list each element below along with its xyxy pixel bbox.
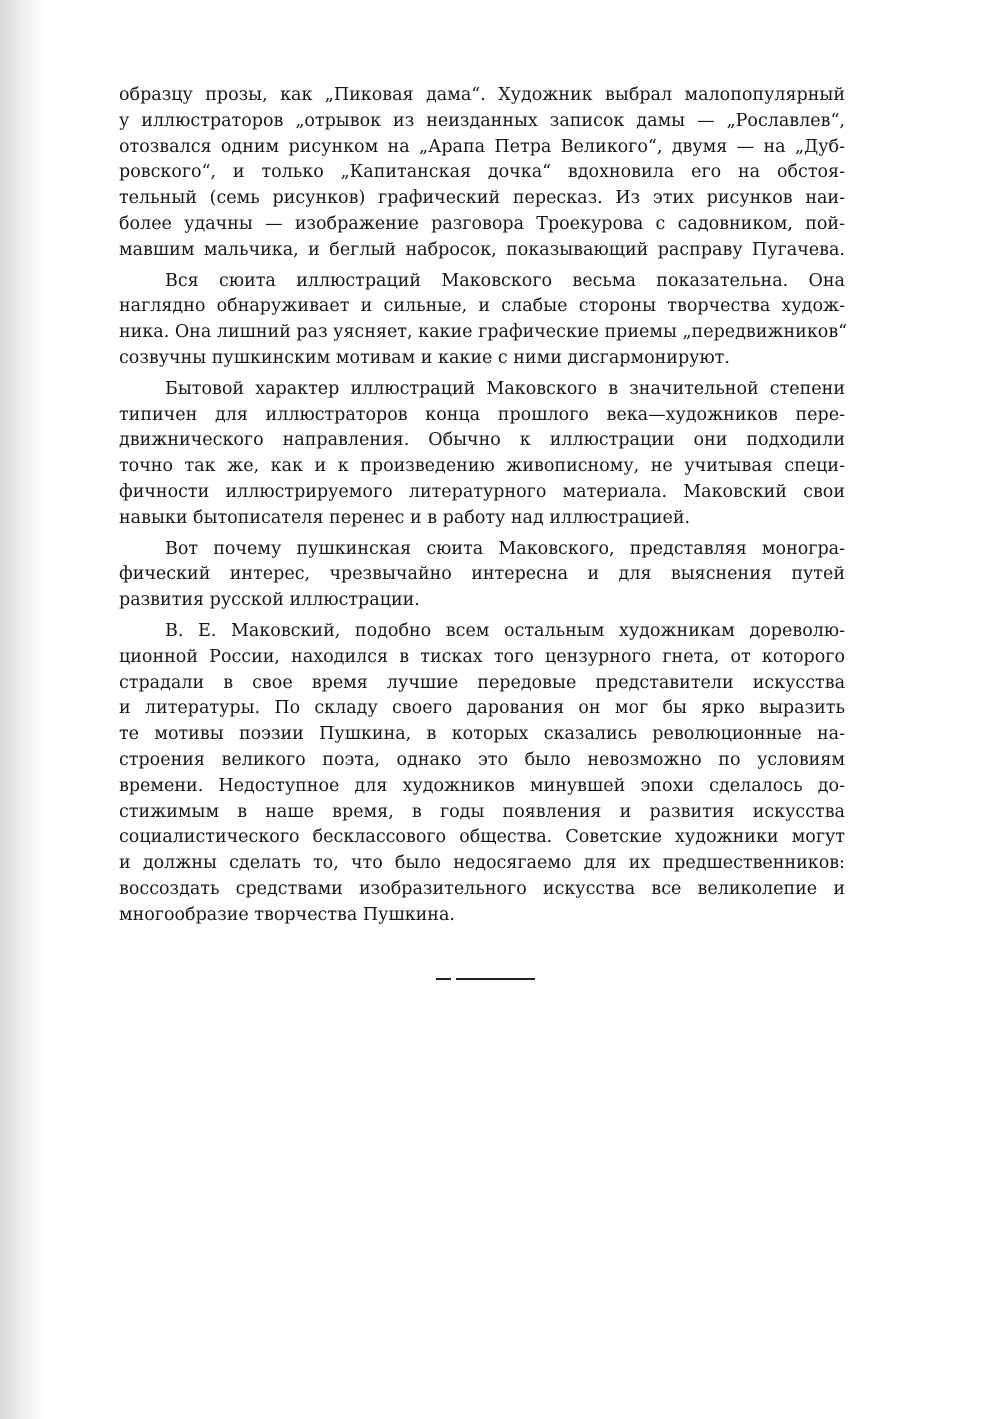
rule-dash-short [436,978,451,980]
text-line: образцу прозы, как „Пиковая дама“. Художник выбрал малопопулярный [119,85,845,105]
rule-dash-long [456,978,535,980]
text-line: наглядно обнаруживает и сильные, и слабые стороны творчества худож- [119,296,845,317]
text-line: тельный (семь рисунков) графический пересказ. Из этих рисунков наи- [119,188,845,209]
text-line: точно так же, как и к произведению живописному, не учитывая специ- [119,456,845,477]
text-line: В. Е. Маковский, подобно всем остальным художникам дореволю- [165,620,845,641]
text-line: развития русской иллюстрации. [119,590,420,611]
text-line: ника. Она лишний раз уясняет, какие графические приемы „передвижников“ [119,322,848,343]
text-line: навыки бытописателя перенес и в работу над иллюстрацией. [119,507,691,528]
text-line: те мотивы поэзии Пушкина, в которых сказались революционные на- [119,724,845,745]
page-gutter-shadow [0,0,44,1419]
text-line: более удачны — изображение разговора Троекурова с садовником, пой- [119,213,845,234]
text-line: типичен для иллюстраторов конца прошлого века—художников пере- [119,404,845,425]
text-line: времени. Недоступное для художников минувшей эпохи сделалось до- [119,775,845,796]
text-line: Бытовой характер иллюстраций Маковского в значительной степени [165,378,845,399]
text-line: и должны сделать то, что было недосягаемо для их предшественников: [119,853,845,874]
text-line: отозвался одним рисунком на „Арапа Петра Великого“, двумя — на „Дуб- [119,136,845,157]
text-line: у иллюстраторов „отрывок из неизданных записок дамы — „Рославлев“, [119,110,845,131]
paragraph-2 [119,269,848,372]
text-line: многообразие творчества Пушкина. [119,904,455,925]
text-line: строения великого поэта, однако это было невозможно по условиям [119,749,845,770]
paragraph-4 [119,537,845,614]
text-line: и литературы. По складу своего дарования он мог бы ярко выразить [119,698,845,719]
text-line: движнического направления. Обычно к иллюстрации они подходили [119,430,845,451]
text-line: мавшим мальчика, и беглый набросок, показывающий расправу Пугачева. [119,239,845,260]
text-line: фичности иллюстрируемого литературного материала. Маковский свои [119,481,845,502]
section-end-rule [436,978,536,980]
body-text [119,83,848,934]
text-line: созвучны пушкинским мотивам и какие с ними дисгармонируют. [119,347,730,368]
text-line: социалистического бесклассового общества. Советские художники могут [119,827,845,848]
text-line: Вся сюита иллюстраций Маковского весьма показательна. Она [165,270,845,291]
paragraph-1 [119,83,845,264]
text-line: страдали в свое время лучшие передовые представители искусства [119,672,845,693]
text-line: Вот почему пушкинская сюита Маковского, представляя моногра- [165,538,845,559]
paragraph-5 [119,619,845,929]
text-line: ровского“, и только „Капитанская дочка“ вдохновила его на обстоя- [119,162,845,183]
paragraph-3 [119,377,845,532]
text-line: воссоздать средствами изобразительного искусства все великолепие и [119,878,845,899]
text-line: фический интерес, чрезвычайно интересна и для выяснения путей [119,564,845,585]
text-line: стижимым в наше время, в годы появления и развития искусства [119,801,845,822]
text-line: ционной России, находился в тисках того цензурного гнета, от которого [119,646,845,667]
